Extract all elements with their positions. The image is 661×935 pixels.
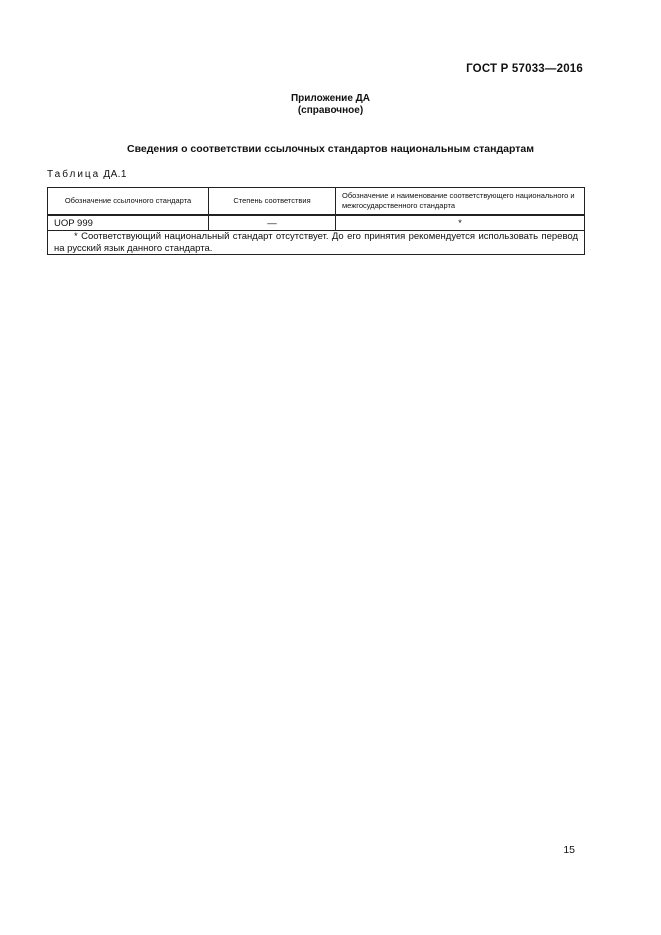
annex-heading [0,93,661,117]
footnote-cell [48,231,585,255]
standard-id: ГОСТ Р 57033—2016 [466,63,583,75]
footnote-text: * Соответствующий национальный стандарт отсутствует. До его принятия рекомендуется использовать перевод на русский язык данного стандарта. [54,231,578,254]
reference-standards-table [47,187,585,255]
table-row [48,215,585,231]
table-label [47,169,127,180]
cell-degree: — [209,215,336,231]
column-header-reference: Обозначение ссылочного стандарта [48,188,209,216]
cell-reference: UOP 999 [48,215,209,231]
table-label-number: ДА.1 [103,169,127,180]
table-footnote-row [48,231,585,255]
table-label-word: Таблица [47,169,101,180]
annex-title: Приложение ДА [290,93,371,104]
cell-national: * [336,215,585,231]
table-header-row [48,188,585,216]
page-number: 15 [563,844,575,856]
column-header-national: Обозначение и наименование соответствующего национального и межгосударственного стандарта [336,188,585,216]
column-header-degree: Степень соответствия [209,188,336,216]
section-heading: Сведения о соответствии ссылочных стандартов национальным стандартам [127,143,534,155]
annex-subtitle: (справочное) [297,105,364,116]
